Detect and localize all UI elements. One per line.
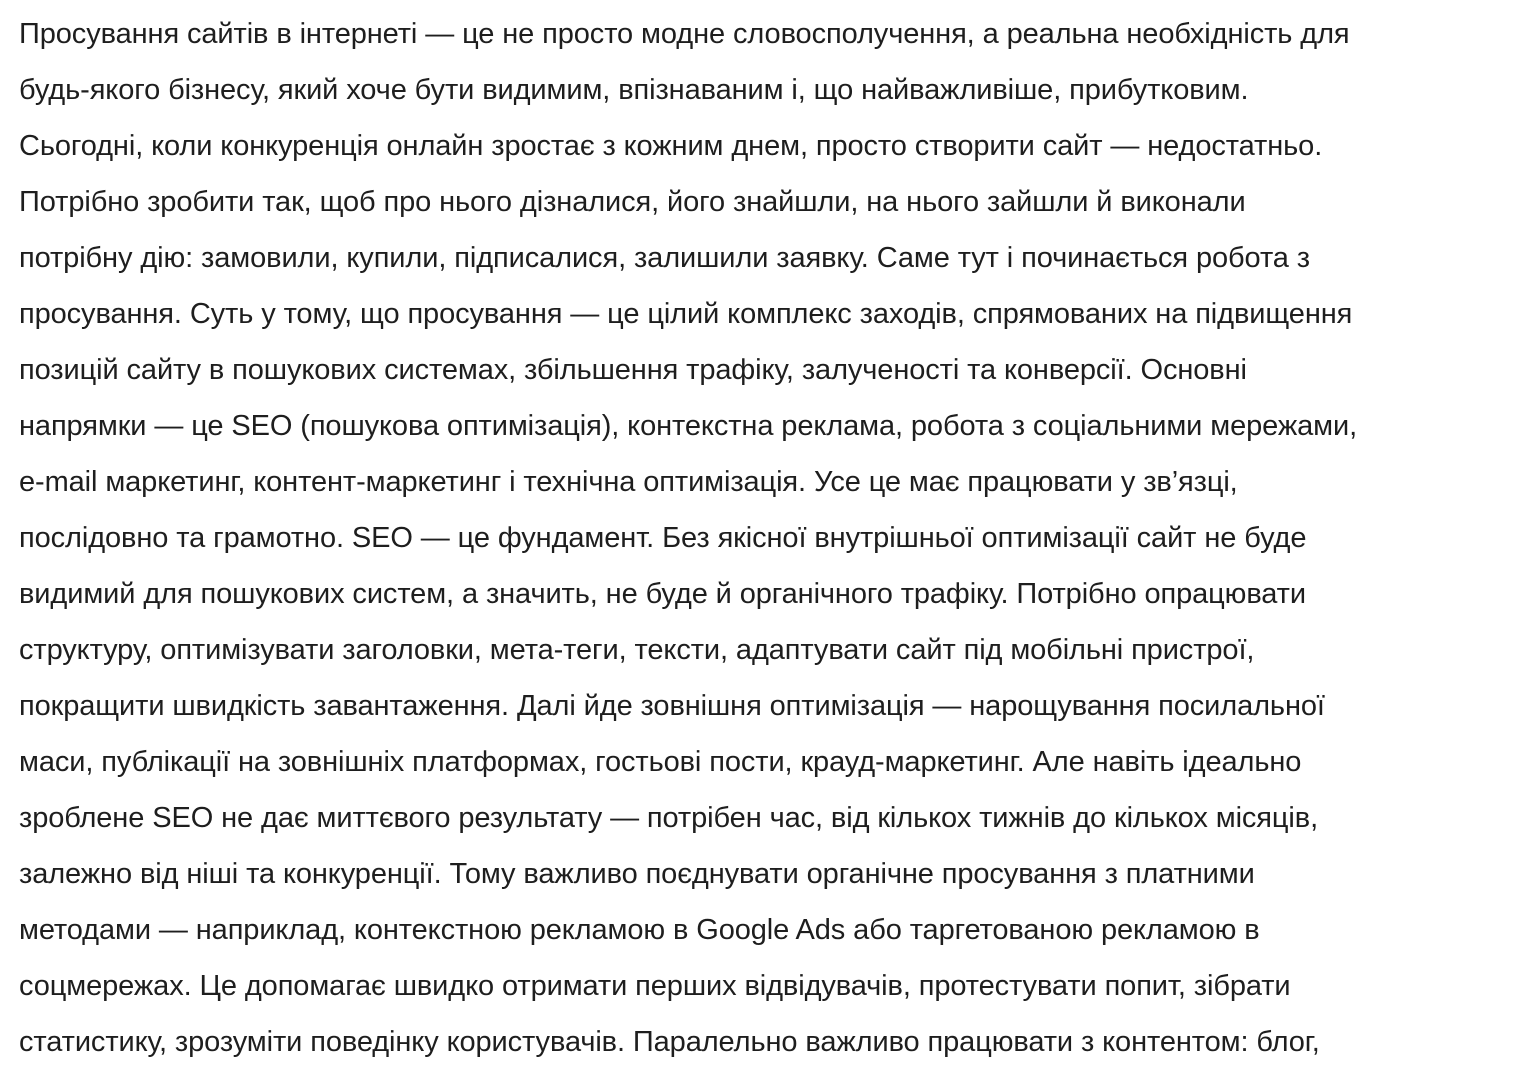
article-line: послідовно та грамотно. SEO — це фундамент. Без якісної внутрішньої оптимізації сайт не буде	[19, 522, 1307, 554]
article-line: методами — наприклад, контекстною рекламою в Google Ads або таргетованою рекламою в	[19, 914, 1260, 946]
article-line: структуру, оптимізувати заголовки, мета-теги, тексти, адаптувати сайт під мобільні пристрої,	[19, 634, 1255, 666]
article-line: просування. Суть у тому, що просування — це цілий комплекс заходів, спрямованих на підвищення	[19, 298, 1353, 330]
article-line: потрібну дію: замовили, купили, підписалися, залишили заявку. Саме тут і починається робота з	[19, 242, 1310, 274]
article-line: позицій сайту в пошукових системах, збільшення трафіку, залученості та конверсії. Основні	[19, 354, 1247, 386]
article-line: соцмережах. Це допомагає швидко отримати перших відвідувачів, протестувати попит, зібрати	[19, 970, 1291, 1002]
article-line: будь-якого бізнесу, який хоче бути видимим, впізнаваним і, що найважливіше, прибутковим.	[19, 74, 1249, 106]
article-line: зроблене SEO не дає миттєвого результату — потрібен час, від кількох тижнів до кількох місяців,	[19, 802, 1319, 834]
article-line: e-mail маркетинг, контент-маркетинг і технічна оптимізація. Усе це має працювати у зв’язці,	[19, 466, 1238, 498]
article-line: маси, публікації на зовнішніх платформах, гостьові пости, крауд-маркетинг. Але навіть ідеально	[19, 746, 1302, 778]
article-line: Просування сайтів в інтернеті — це не просто модне словосполучення, а реальна необхідність для	[19, 18, 1350, 50]
article-line: Потрібно зробити так, щоб про нього дізналися, його знайшли, на нього зайшли й виконали	[19, 186, 1246, 218]
article-line: залежно від ніші та конкуренції. Тому важливо поєднувати органічне просування з платними	[19, 858, 1255, 890]
article-line: покращити швидкість завантаження. Далі йде зовнішня оптимізація — нарощування посилальної	[19, 690, 1325, 722]
article-line: Сьогодні, коли конкуренція онлайн зростає з кожним днем, просто створити сайт — недостатньо.	[19, 130, 1323, 162]
article-line: статистику, зрозуміти поведінку користувачів. Паралельно важливо працювати з контентом: блог,	[19, 1026, 1320, 1058]
article-body	[19, 6, 1536, 1070]
article-line: напрямки — це SEO (пошукова оптимізація), контекстна реклама, робота з соціальними мережами,	[19, 410, 1358, 442]
article-line: видимий для пошукових систем, а значить, не буде й органічного трафіку. Потрібно опрацювати	[19, 578, 1306, 610]
